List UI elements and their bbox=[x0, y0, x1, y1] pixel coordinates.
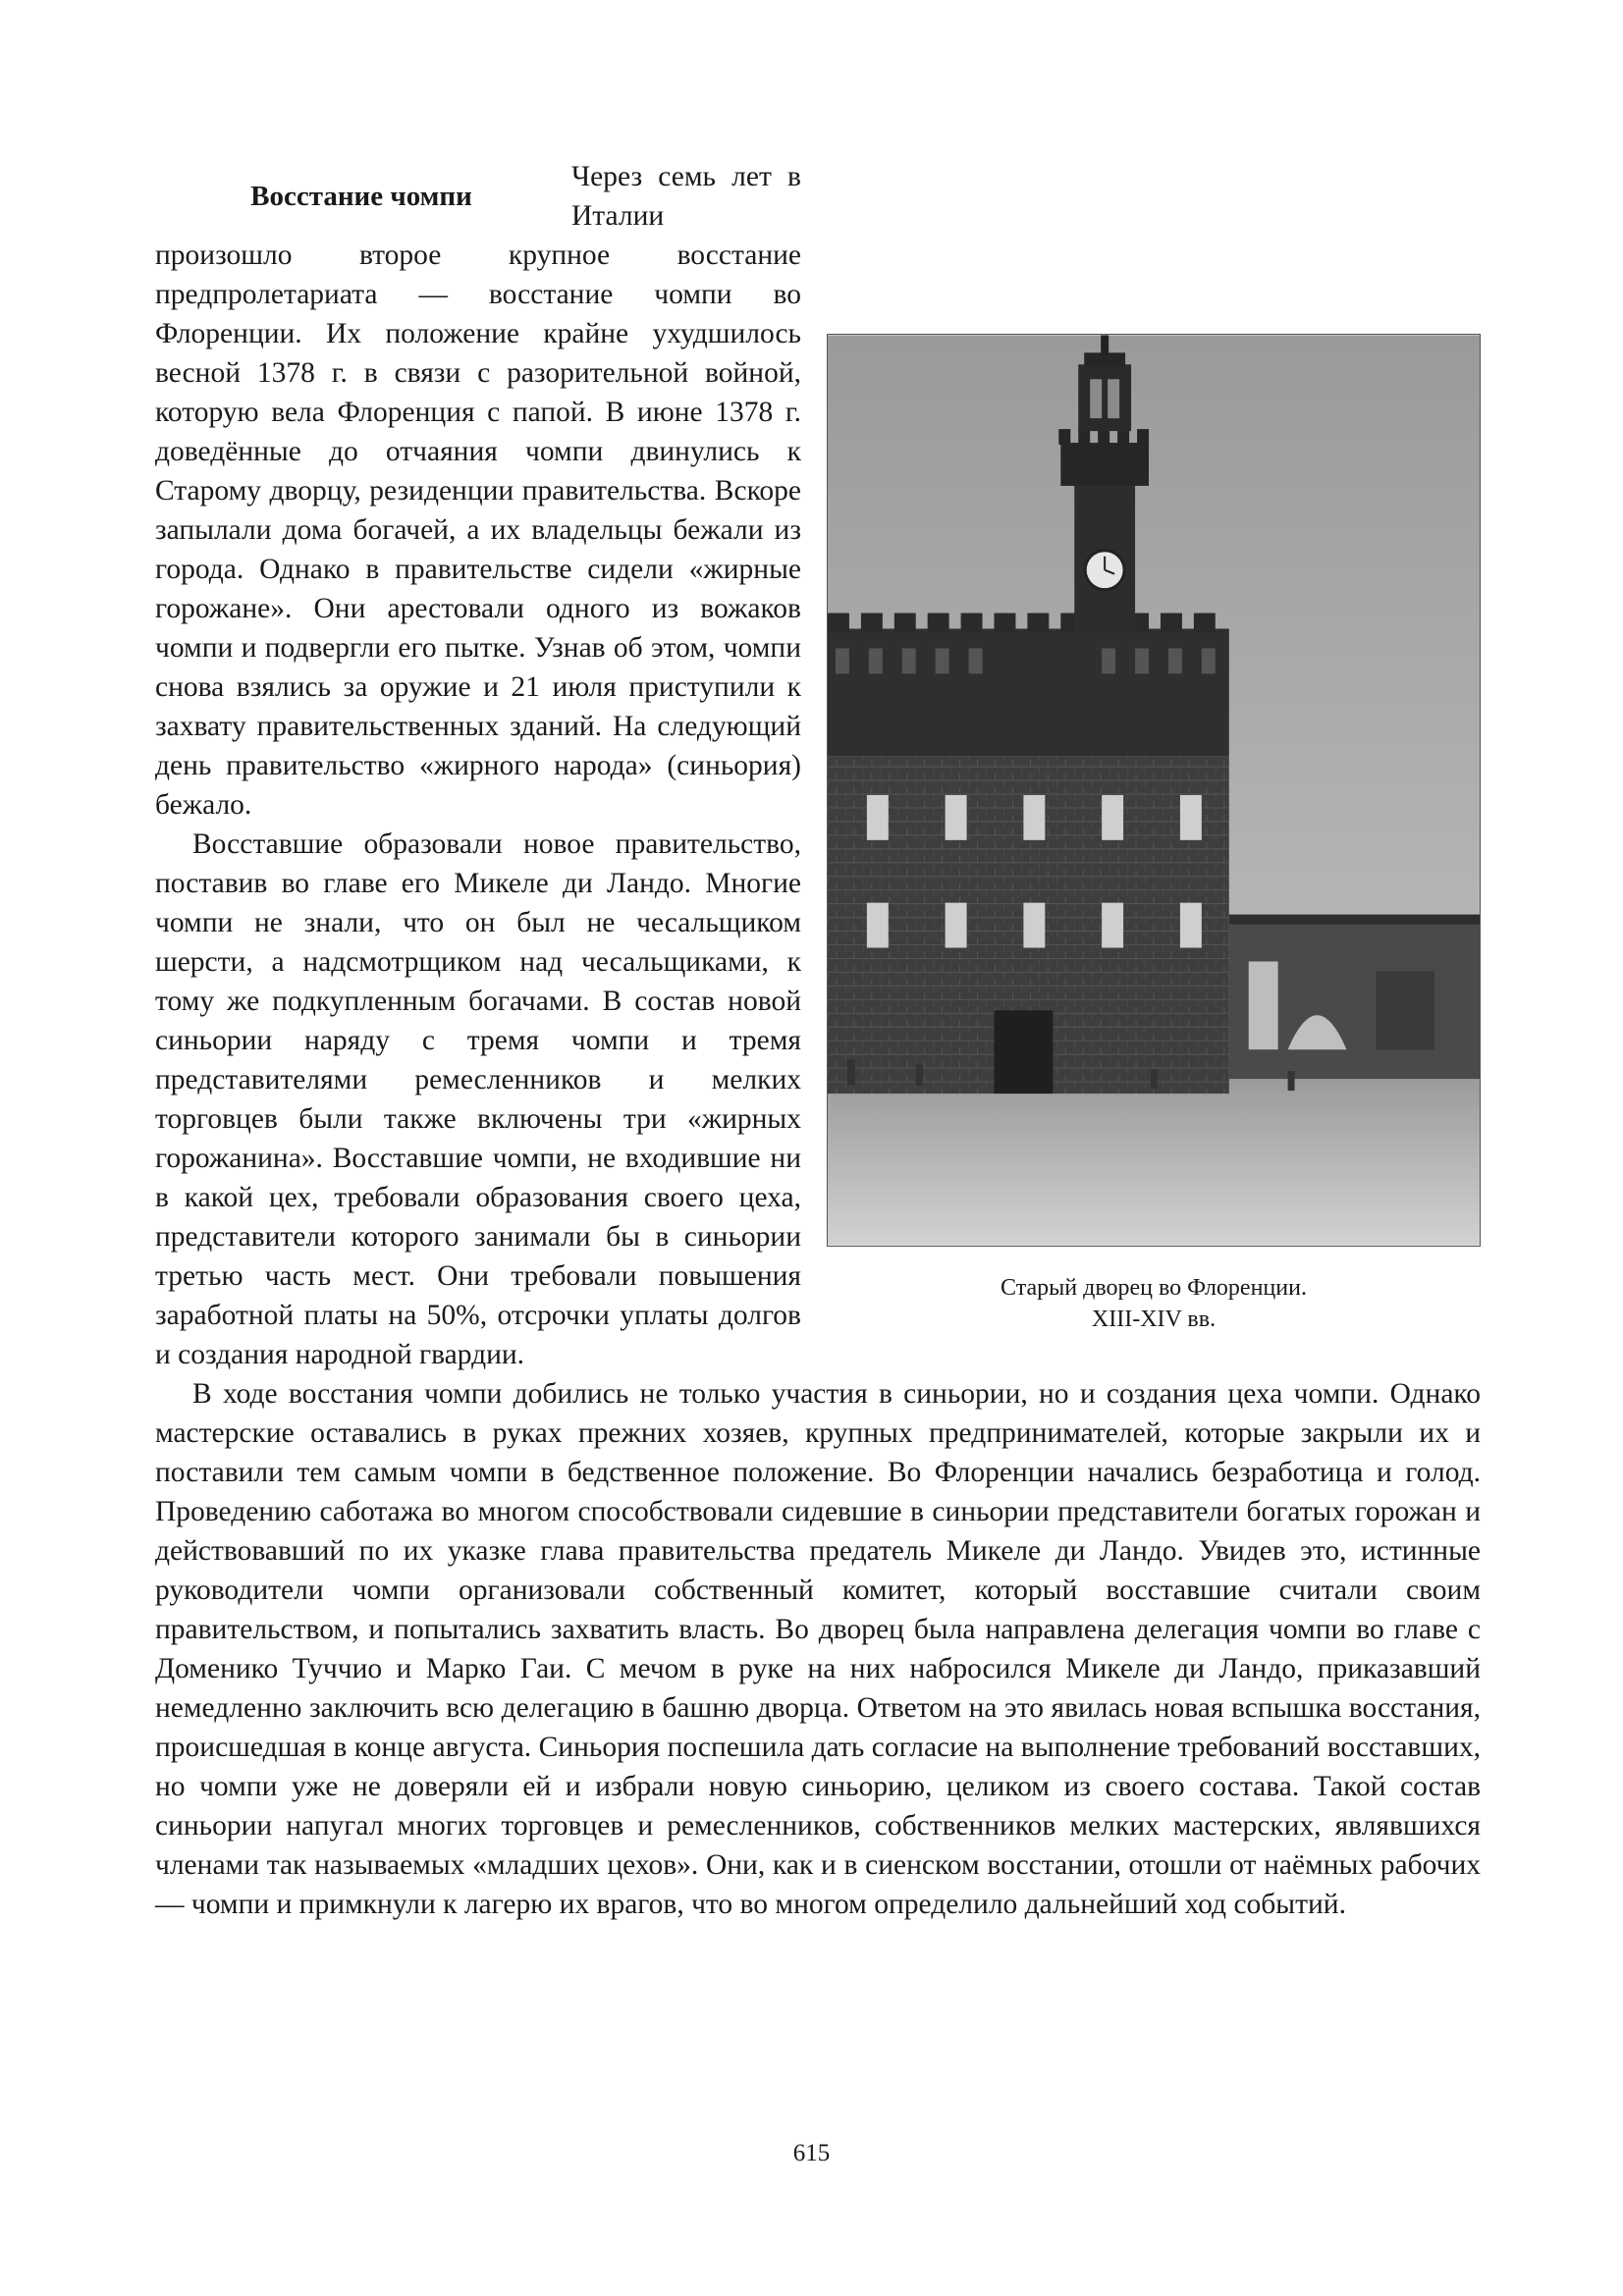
figure bbox=[827, 334, 1481, 1335]
page-number: 615 bbox=[792, 2140, 831, 2166]
paragraph-1: Через семь лет в Италии произошло второе крупное восстание предпролетариата — восстание чомпи во Флоренции. Их положение крайне ухудшилось весной 1378 г. в связи с разорительной войной, которую вела Флоренция с папой. В июне 1378 г. доведённые до отчаяния чомпи двинулись к Старому дворцу, резиденции правительства. Вскоре запылали дома богачей, а их владельцы бежали из города. Однако в правительстве сидели «жирные горожане». Они арестовали одного из вожаков чомпи и подвергли его пытке. Узнав об этом, чомпи снова взялись за оружие и 21 июля приступили к захвату правительственных зданий. На следующий день правительство «жирного народа» (синьория) бежало. bbox=[155, 161, 801, 821]
caption-line-2: XIII-XIV вв. bbox=[1091, 1307, 1217, 1332]
paragraph-2: Восставшие образовали новое правительство, поставив во главе его Микеле ди Ландо. Многие чомпи не знали, что он был не чесальщиком шерсти, а надсмотрщиком над чесальщиками, к тому же подкупленным богачами. В состав новой синьории наряду с тремя чомпи и тремя представителями ремесленников и мелких торговцев были также включены три «жирных горожанина». Восставшие чомпи, не входившие ни в какой цех, требовали образования своего цеха, представители которого занимали бы в синьории третью часть мест. Они требовали повышения заработной платы на 50%, отсрочки уплаты долгов и создания народной гвардии. bbox=[155, 828, 801, 1370]
figure-caption bbox=[827, 1272, 1481, 1335]
section-heading: Восстание чомпи bbox=[250, 181, 472, 212]
page-content bbox=[155, 157, 1481, 1924]
paragraph-3: В ходе восстания чомпи добились не только участия в синьории, но и создания цеха чомпи. Однако мастерские оставались в руках прежних хозяев, крупных предпринимателей, которые закрыли их и поставили тем самым чомпи в бедственное положение. Во Флоренции начались безработица и голод. Проведению саботажа во многом способствовали сидевшие в синьории представители богатых горожан и действовавший по их указке глава правительства предатель Микеле ди Ландо. Увидев это, истинные руководители чомпи организовали собственный комитет, который восставшие считали своим правительством, и попытались захватить власть. Во дворец была направлена делегация чомпи во главе с Доменико Туччио и Марко Гаи. С мечом в руке на них набросился Микеле ди Ландо, приказавший немедленно заключить всю делегацию в башню дворца. Ответом на это явилась новая вспышка восстания, происшедшая в конце августа. Синьория поспешила дать согласие на выполнение требований восставших, но чомпи уже не доверяли ей и избрали новую синьорию, целиком из своего состава. Такой состав синьории напугал многих торговцев и ремесленников, собственников мелких мастерских, являвшихся членами так называемых «младших цехов». Они, как и в сиенском восстании, отошли от наёмных рабочих — чомпи и примкнули к лагерю их врагов, что во многом определило дальнейший ход событий. bbox=[155, 1378, 1481, 1920]
palazzo-vecchio-photo bbox=[827, 334, 1481, 1247]
caption-line-1: Старый дворец во Флоренции. bbox=[1001, 1275, 1307, 1301]
